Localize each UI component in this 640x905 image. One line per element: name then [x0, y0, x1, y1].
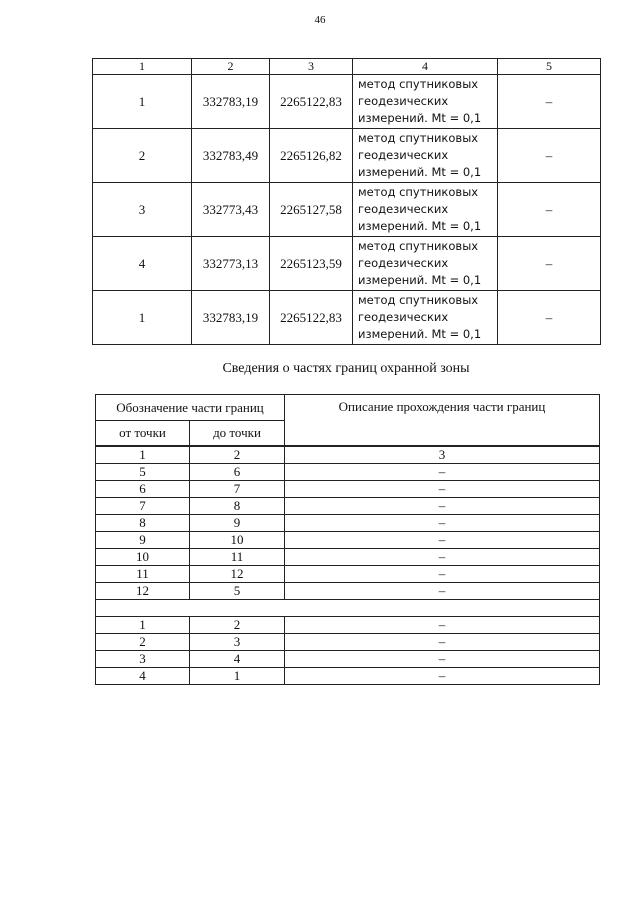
to-point-cell: 7 [190, 480, 285, 497]
from-point-cell: 5 [96, 463, 190, 480]
column-number: 1 [96, 446, 190, 464]
x-coordinate-cell: 332783,19 [192, 75, 270, 129]
to-point-cell: 10 [190, 531, 285, 548]
coordinate-row [93, 75, 601, 129]
from-point-cell: 3 [96, 650, 190, 667]
from-point-cell: 2 [96, 633, 190, 650]
description-cell: – [285, 548, 600, 565]
group-separator-row [96, 599, 600, 616]
from-point-cell: 1 [96, 616, 190, 633]
coordinate-row [93, 183, 601, 237]
method-line: метод спутниковых [358, 239, 479, 253]
column-header: 5 [498, 59, 601, 75]
method-line: измерений. Mt = 0,1 [358, 165, 482, 179]
from-point-cell: 10 [96, 548, 190, 565]
boundary-part-row [96, 548, 600, 565]
x-coordinate-cell: 332783,19 [192, 291, 270, 345]
boundary-part-row [96, 616, 600, 633]
point-number-cell: 1 [93, 291, 192, 345]
boundary-part-row [96, 565, 600, 582]
description-cell: – [285, 565, 600, 582]
from-point-cell: 11 [96, 565, 190, 582]
coordinate-row [93, 291, 601, 345]
coordinates-table [92, 58, 601, 345]
boundary-parts-table [95, 394, 600, 685]
method-cell [353, 75, 498, 129]
page-number: 46 [314, 14, 326, 26]
from-point-cell: 8 [96, 514, 190, 531]
description-cell: – [285, 667, 600, 684]
to-point-header: до точки [190, 421, 285, 446]
x-coordinate-cell: 332783,49 [192, 129, 270, 183]
point-number-cell: 4 [93, 237, 192, 291]
coordinate-row [93, 237, 601, 291]
boundary-part-row [96, 463, 600, 480]
column-header: 1 [93, 59, 192, 75]
boundary-part-row [96, 650, 600, 667]
description-cell: – [285, 633, 600, 650]
method-line: геодезических [358, 148, 449, 162]
description-cell: – [285, 616, 600, 633]
note-cell: – [498, 291, 601, 345]
y-coordinate-cell: 2265127,58 [270, 183, 353, 237]
method-line: геодезических [358, 310, 449, 324]
to-point-cell: 6 [190, 463, 285, 480]
separator-cell [96, 599, 600, 616]
method-cell [353, 183, 498, 237]
method-line: метод спутниковых [358, 131, 479, 145]
to-point-cell: 12 [190, 565, 285, 582]
method-line: геодезических [358, 202, 449, 216]
from-point-cell: 7 [96, 497, 190, 514]
description-header: Описание прохождения части границ [285, 395, 600, 446]
x-coordinate-cell: 332773,13 [192, 237, 270, 291]
method-line: метод спутниковых [358, 77, 479, 91]
column-header: 2 [192, 59, 270, 75]
point-number-cell: 3 [93, 183, 192, 237]
boundary-part-row [96, 667, 600, 684]
note-cell: – [498, 237, 601, 291]
column-number: 3 [285, 446, 600, 464]
parts-header-row [96, 395, 600, 421]
to-point-cell: 9 [190, 514, 285, 531]
description-cell: – [285, 531, 600, 548]
boundary-part-row [96, 633, 600, 650]
method-cell [353, 237, 498, 291]
to-point-cell: 1 [190, 667, 285, 684]
column-header: 3 [270, 59, 353, 75]
note-cell: – [498, 75, 601, 129]
method-line: измерений. Mt = 0,1 [358, 327, 482, 341]
y-coordinate-cell: 2265122,83 [270, 75, 353, 129]
coordinate-row [93, 129, 601, 183]
method-line: измерений. Mt = 0,1 [358, 219, 482, 233]
to-point-cell: 4 [190, 650, 285, 667]
description-cell: – [285, 480, 600, 497]
method-line: измерений. Mt = 0,1 [358, 111, 482, 125]
method-line: геодезических [358, 94, 449, 108]
to-point-cell: 5 [190, 582, 285, 599]
note-cell: – [498, 183, 601, 237]
method-cell [353, 291, 498, 345]
method-cell [353, 129, 498, 183]
y-coordinate-cell: 2265122,83 [270, 291, 353, 345]
column-number: 2 [190, 446, 285, 464]
point-number-cell: 2 [93, 129, 192, 183]
from-point-cell: 6 [96, 480, 190, 497]
section-title: Сведения о частях границ охранной зоны [222, 361, 470, 376]
column-numbering-row [96, 446, 600, 464]
boundary-part-row [96, 497, 600, 514]
to-point-cell: 3 [190, 633, 285, 650]
y-coordinate-cell: 2265123,59 [270, 237, 353, 291]
from-point-cell: 12 [96, 582, 190, 599]
method-line: геодезических [358, 256, 449, 270]
method-line: метод спутниковых [358, 293, 479, 307]
note-cell: – [498, 129, 601, 183]
from-point-cell: 9 [96, 531, 190, 548]
boundary-part-row [96, 514, 600, 531]
coordinates-header-row [93, 59, 601, 75]
method-line: измерений. Mt = 0,1 [358, 273, 482, 287]
x-coordinate-cell: 332773,43 [192, 183, 270, 237]
method-line: метод спутниковых [358, 185, 479, 199]
boundary-part-row [96, 480, 600, 497]
column-header: 4 [353, 59, 498, 75]
from-point-cell: 4 [96, 667, 190, 684]
description-cell: – [285, 497, 600, 514]
point-number-cell: 1 [93, 75, 192, 129]
description-cell: – [285, 582, 600, 599]
from-point-header: от точки [96, 421, 190, 446]
boundary-part-designation-header: Обозначение части границ [96, 395, 285, 421]
to-point-cell: 2 [190, 616, 285, 633]
y-coordinate-cell: 2265126,82 [270, 129, 353, 183]
description-cell: – [285, 650, 600, 667]
boundary-part-row [96, 582, 600, 599]
description-cell: – [285, 463, 600, 480]
to-point-cell: 11 [190, 548, 285, 565]
to-point-cell: 8 [190, 497, 285, 514]
boundary-part-row [96, 531, 600, 548]
description-cell: – [285, 514, 600, 531]
